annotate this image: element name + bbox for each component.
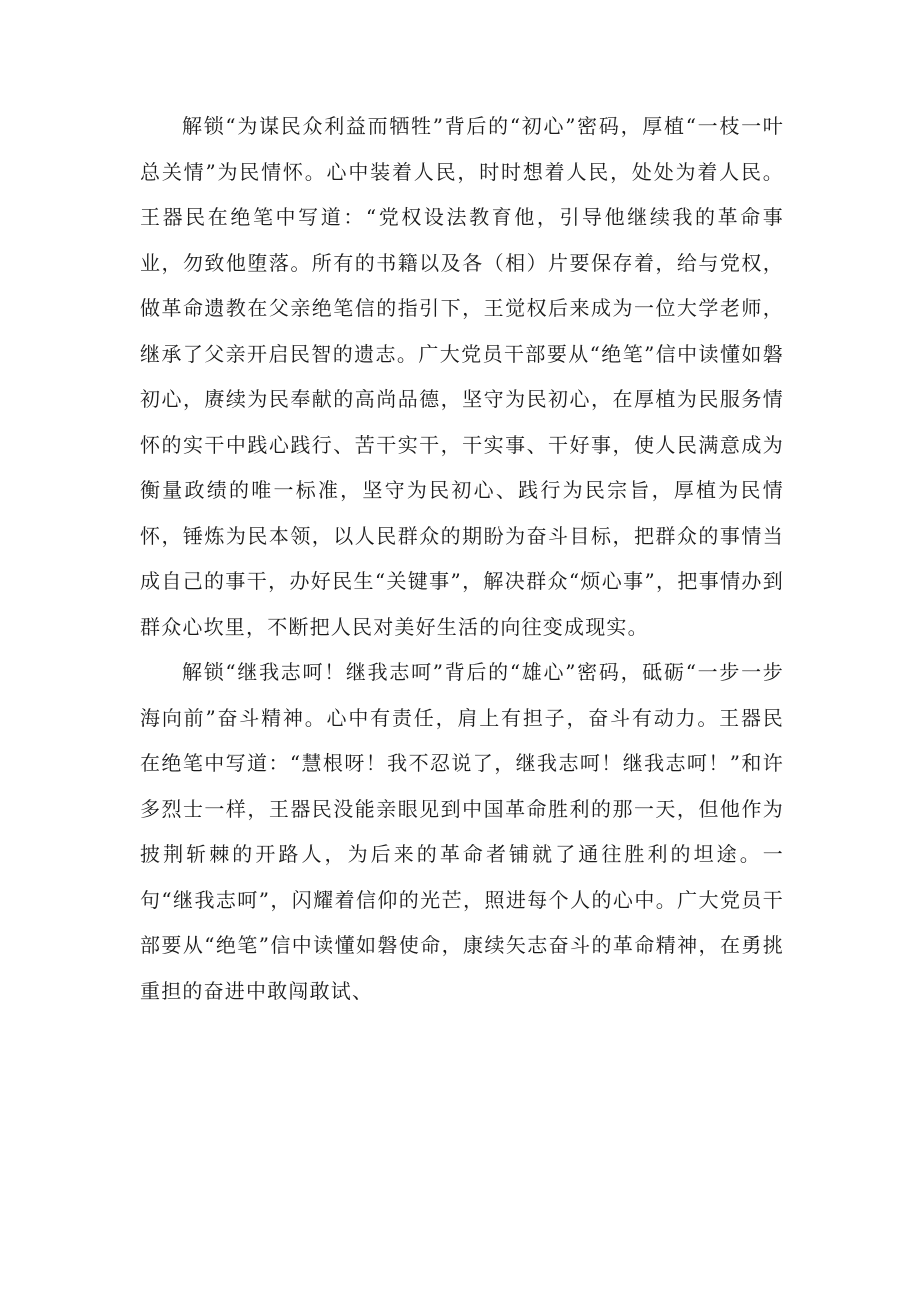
- paragraph-2: 解锁“继我志呵！继我志呵”背后的“雄心”密码，砥砺“一步一步海向前”奋斗精神。心中有责任，肩上有担子，奋斗有动力。王器民在绝笔中写道：“慧根呀！我不忍说了，继我志呵！继我志呵！”和许多烈士一样，王器民没能亲眼见到中国革命胜利的那一天，但他作为披荆斩棘的开路人，为后来的革命者铺就了通往胜利的坦途。一句“继我志呵”，闪耀着信仰的光芒，照进每个人的心中。广大党员干部要从“绝笔”信中读懂如磐使命，康续矢志奋斗的革命精神，在勇挑重担的奋进中敢闯敢试、: [140, 660, 784, 1003]
- document-page: [140, 104, 784, 1014]
- paragraph-1: 解锁“为谋民众利益而牺牲”背后的“初心”密码，厚植“一枝一叶总关情”为民情怀。心中装着人民，时时想着人民，处处为着人民。王器民在绝笔中写道：“党权设法教育他，引导他继续我的革命事业，勿致他堕落。所有的书籍以及各（相）片要保存着，给与党权，做革命遗教在父亲绝笔信的指引下，王觉权后来成为一位大学老师，继承了父亲开启民智的遗志。广大党员干部要从“绝笔”信中读懂如磐初心，赓续为民奉献的高尚品德，坚守为民初心，在厚植为民服务情怀的实干中践心践行、苦干实干，干实事、干好事，使人民满意成为衡量政绩的唯一标准，坚守为民初心、践行为民宗旨，厚植为民情怀，锤炼为民本领，以人民群众的期盼为奋斗目标，把群众的事情当成自己的事干，办好民生“关键事”，解决群众“烦心事”，把事情办到群众心坎里，不断把人民对美好生活的向往变成现实。: [140, 114, 784, 639]
